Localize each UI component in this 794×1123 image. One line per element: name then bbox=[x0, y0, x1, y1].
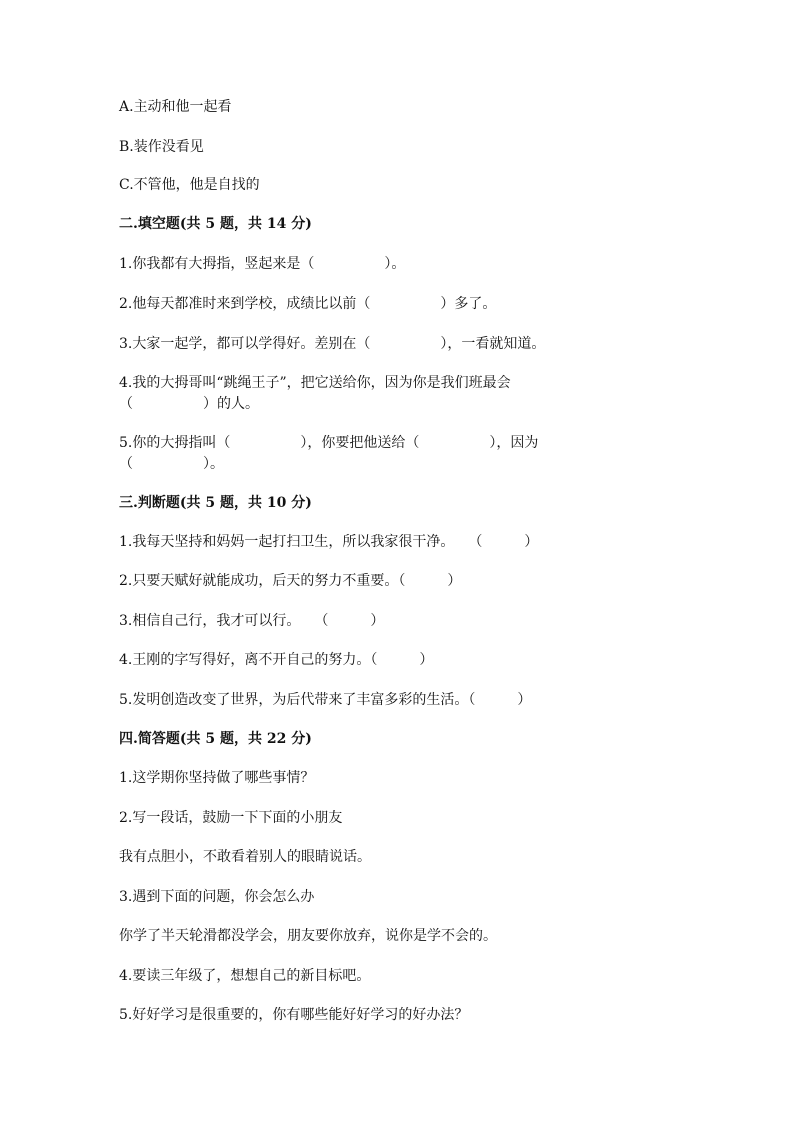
short-answer-question-5: 5.好好学习是很重要的，你有哪些能好好学习的好办法？ bbox=[119, 1007, 469, 1023]
fill-in-question-4: 4.我的大拇哥叫“跳绳王子”，把它送给你，因为你是我们班最会 bbox=[119, 375, 511, 391]
section-heading-true-false: 三.判断题(共 5 题，共 10 分) bbox=[119, 495, 312, 511]
fill-in-question-3: 3.大家一起学，都可以学得好。差别在（ ），一看就知道。 bbox=[119, 336, 546, 352]
short-answer-question-3: 3.遇到下面的问题，你会怎么办 bbox=[119, 889, 315, 905]
short-answer-question-1: 1.这学期你坚持做了哪些事情？ bbox=[119, 770, 315, 786]
judge-question-5: 5.发明创造改变了世界，为后代带来了丰富多彩的生活。（ ） bbox=[119, 692, 532, 708]
section-heading-short-answer: 四.简答题(共 5 题，共 22 分) bbox=[119, 731, 312, 747]
judge-question-4: 4.王刚的字写得好，离不开自己的努力。（ ） bbox=[119, 652, 434, 668]
short-answer-question-3-prompt: 你学了半天轮滑都没学会，朋友要你放弃，说你是学不会的。 bbox=[119, 928, 497, 944]
short-answer-question-4: 4.要读三年级了，想想自己的新目标吧。 bbox=[119, 968, 371, 984]
short-answer-question-2: 2.写一段话，鼓励一下下面的小朋友 bbox=[119, 810, 343, 826]
fill-in-question-1: 1.你我都有大拇指，竖起来是（ ）。 bbox=[119, 256, 406, 272]
judge-question-1: 1.我每天坚持和妈妈一起打扫卫生，所以我家很干净。 （ ） bbox=[119, 534, 539, 550]
fill-in-question-2: 2.他每天都准时来到学校，成绩比以前（ ）多了。 bbox=[119, 296, 497, 312]
option-b: B.装作没看见 bbox=[119, 139, 204, 155]
short-answer-question-2-prompt: 我有点胆小，不敢看着别人的眼睛说话。 bbox=[119, 849, 371, 865]
judge-question-2: 2.只要天赋好就能成功，后天的努力不重要。（ ） bbox=[119, 573, 462, 589]
option-a: A.主动和他一起看 bbox=[119, 99, 232, 115]
fill-in-question-5-cont: （ ）。 bbox=[119, 456, 224, 472]
fill-in-question-5: 5.你的大拇指叫（ ），你要把他送给（ ），因为 bbox=[119, 435, 539, 451]
section-heading-fill-in: 二.填空题(共 5 题，共 14 分) bbox=[119, 216, 312, 232]
fill-in-question-4-cont: （ ）的人。 bbox=[119, 396, 259, 412]
judge-question-3: 3.相信自己行，我才可以行。 （ ） bbox=[119, 613, 385, 629]
option-c: C.不管他，他是自找的 bbox=[119, 177, 260, 193]
